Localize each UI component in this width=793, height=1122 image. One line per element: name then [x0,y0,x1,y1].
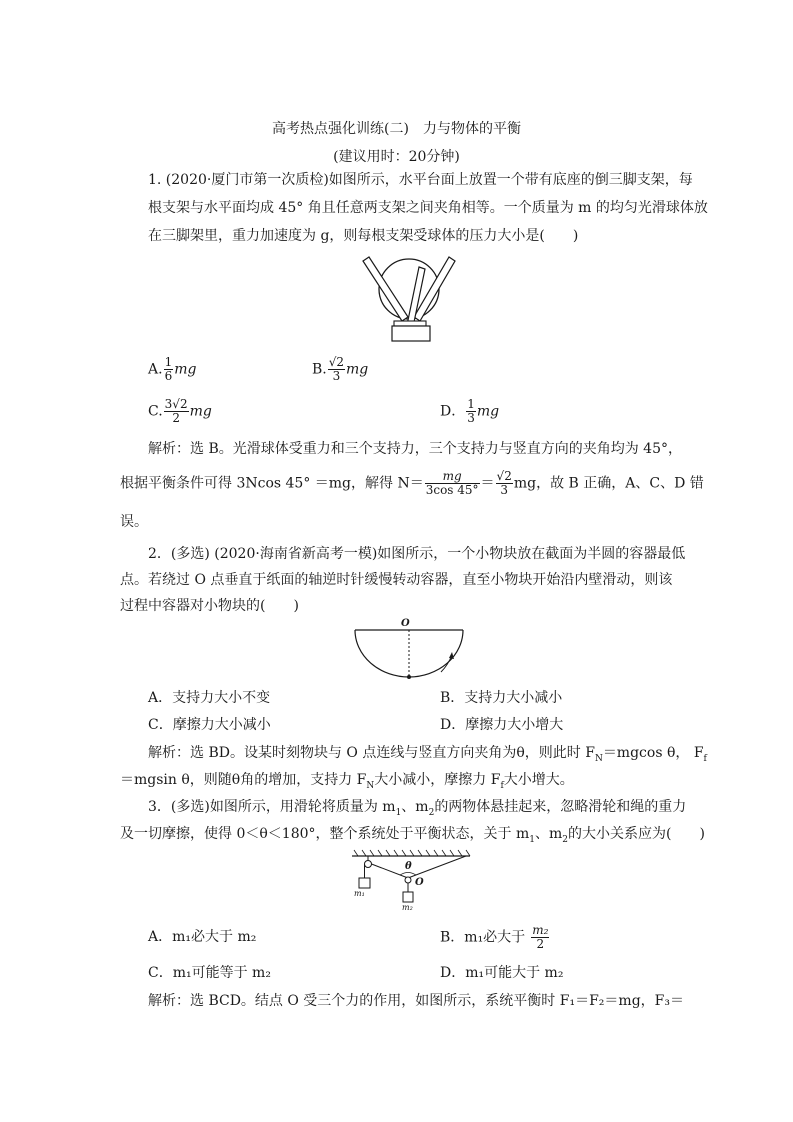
q1-option-c-den: 2 [172,411,180,425]
q2-stem-line-1: 2．(多选) (2020·海南省新高考一模)如图所示，一个小物块放在截面为半圆的容器最低 [148,546,686,562]
q2-option-c[interactable]: C．摩擦力大小减小 [148,717,271,733]
q3-option-a[interactable]: A．m₁必大于 m₂ [148,929,257,945]
q1-option-b-label: B. [312,361,327,378]
q1-answer-frac1-num: mg [425,470,480,484]
q3-option-b-num: m₂ [532,923,549,937]
q2-answer-sub-b: f [703,753,707,764]
q3-option-d[interactable]: D．m₁可能大于 m₂ [440,965,564,981]
q3-stem-sub-c: 1 [529,834,535,845]
q1-stem-line-1: 1. (2020·厦门市第一次质检)如图所示，水平台面上放置一个带有底座的倒三脚支架，每 [148,172,693,188]
q3-stem-text-c: 的两物体悬挂起来，忽略滑轮和绳的重力 [434,799,687,815]
q1-answer-line-1: 解析：选 B。光滑球体受重力和三个支持力，三个支持力与竖直方向的夹角均为 45°， [148,441,683,457]
q2-answer-sub-a: N [594,753,603,764]
q3-option-b[interactable] [440,924,550,951]
q1-option-b-den: 3 [332,369,341,383]
q2-option-b[interactable]: B．支持力大小减小 [440,690,563,706]
q1-stem-line-3: 在三脚架里，重力加速度为 g，则每根支架受球体的压力大小是( ) [148,228,579,244]
q2-answer-sub-c: N [366,780,375,791]
q3-stem-sub-d: 2 [562,834,568,845]
q2-stem-line-2: 点。若绕过 O 点垂直于纸面的轴逆时针缓慢转动容器，直至小物块开始沿内壁滑动，则该 [120,572,673,588]
q3-stem-text-b: 、m [401,799,429,815]
q3-option-b-den: 2 [536,937,545,951]
q1-option-c[interactable] [148,398,212,425]
q2-answer-text-c: ＝mgsin θ，则随θ角的增加，支持力 F [120,772,367,788]
q1-option-b-num: √2 [328,355,345,369]
q3-fig-m2: m₂ [402,903,413,912]
q1-option-a-num: 1 [164,355,173,369]
q2-answer-line-1 [148,744,707,768]
q3-option-b-label: B．m₁必大于 [440,929,526,946]
q3-stem-text-d: 及一切摩擦，使得 0＜θ＜180°，整个系统处于平衡状态，关于 m [120,826,530,842]
q1-answer-frac1-den: 3cos 45° [425,483,479,497]
page-title: 高考热点强化训练(二) 力与物体的平衡 [272,121,521,137]
q1-option-d-num: 1 [467,397,475,411]
q1-stem-line-2: 根支架与水平面均成 45° 角且任意两支架之间夹角相等。一个质量为 m 的均匀光滑球体放 [148,200,708,216]
q1-option-d-den: 3 [467,411,475,425]
q2-answer-text-e: 大小增大。 [503,772,574,788]
q2-fig-label-o: O [401,618,410,629]
q3-stem-text-e: 、m [534,826,563,842]
q1-answer-frac2-num: √2 [496,469,512,483]
q1-option-a-den: 6 [164,369,173,383]
q1-answer-eq: ＝ [480,475,495,492]
q2-semicircle-figure [355,617,465,683]
q3-fig-theta: θ [405,861,412,872]
q1-answer-text-a: 根据平衡条件可得 3Ncos 45° ＝mg，解得 N＝ [120,475,424,492]
q1-answer-line-3: 误。 [120,514,148,530]
q3-stem-sub-b: 2 [428,807,435,818]
q1-option-c-num: 3√2 [164,397,188,411]
q3-fig-label-o: O [415,877,424,888]
q2-answer-text-b: ＝mgcos θ， F [602,745,704,761]
q1-tripod-figure [360,253,460,345]
q3-stem-line-2 [120,825,705,849]
q3-stem-text-f: 的大小关系应为( ) [567,826,705,842]
q3-stem-sub-a: 1 [395,807,402,818]
q2-answer-text-d: 大小减小，摩擦力 F [374,772,501,788]
q2-stem-line-3: 过程中容器对小物块的( ) [120,598,299,614]
q3-answer-line-1: 解析：选 BCD。结点 O 受三个力的作用，如图所示，系统平衡时 F₁＝F₂＝mg，F₃＝ [148,993,684,1009]
q1-option-c-tail: mg [189,403,212,420]
q1-option-d[interactable] [440,398,499,425]
q2-option-d[interactable]: D．摩擦力大小增大 [440,717,564,733]
q2-answer-text-a: 解析：选 BD。设某时刻物块与 O 点连线与竖直方向夹角为θ，则此时 F [148,745,595,761]
q1-answer-frac2-den: 3 [500,483,508,497]
q1-option-c-label: C. [148,403,163,420]
q2-answer-sub-d: f [500,780,504,791]
q1-answer-text-b: mg，故 B 正确，A、C、D 错 [513,475,704,492]
q1-answer-line-2 [120,470,704,497]
q1-option-b-tail: mg [346,361,369,378]
q1-option-a-label: A. [148,361,163,378]
page-subtitle: (建议用时：20分钟) [333,149,460,165]
q3-stem-text-a: 3．(多选)如图所示，用滑轮将质量为 m [148,799,396,815]
q1-option-d-tail: mg [476,403,500,420]
q3-option-c[interactable]: C．m₁可能等于 m₂ [148,965,271,981]
q1-option-a[interactable] [148,356,196,383]
q1-option-d-label: D． [440,403,466,420]
q3-fig-m1: m₁ [354,889,365,898]
q1-option-b[interactable] [312,356,368,383]
q3-stem-line-1 [148,798,686,822]
q2-option-a[interactable]: A．支持力大小不变 [148,690,271,706]
q1-option-a-tail: mg [174,361,197,378]
q2-answer-line-2 [120,771,574,795]
